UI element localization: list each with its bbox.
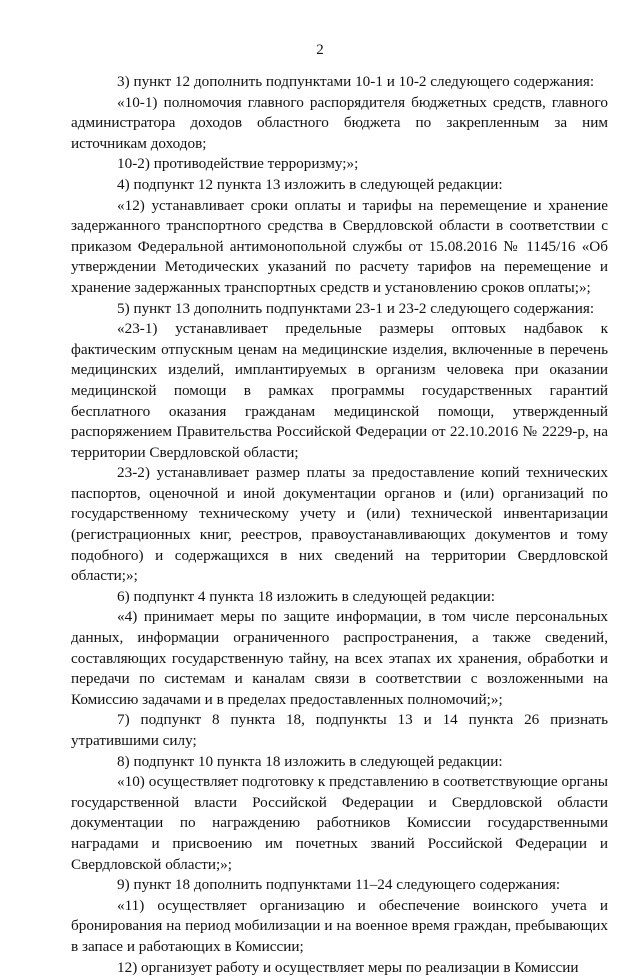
paragraph-7: «23-1) устанавливает предельные размеры оптовых надбавок к фактическим отпускным ценам на медицинские изделия, включенные в перечень медицинских изделий, имплантируемых в организм человека при оказании медицинской помощи в рамках программы государственных гарантий бесплатного оказания гражданам медицинской помощи, утвержденный распоряжением Правительства Российской Федерации от 22.10.2016 № 2229-р, на территории Свердловской области; xyxy=(71,320,608,461)
paragraph-10: «4) принимает меры по защите информации, в том числе персональных данных, информации ограниченного распространения, а также сведений, составляющих государственную тайну, на всех этапах их хранения, обработки и передачи по системам и каналам связи в соответствии с возложенными на Комиссию задачами и в пределах предоставленных полномочий;»; xyxy=(71,608,608,708)
page-number: 2 xyxy=(316,42,324,58)
paragraph-5: «12) устанавливает сроки оплаты и тарифы на перемещение и хранение задержанного транспортного средства в Свердловской области в соответствии с приказом Федеральной антимонопольной службы от 15.08.2016 № 1145/16 «Об утверждении Методических указаний по расчету тарифов на перемещение и хранение задержанных транспортных средств и установлению сроков оплаты;»; xyxy=(71,196,608,296)
paragraph-16: 12) организует работу и осуществляет меры по реализации в Комиссии xyxy=(117,958,579,976)
paragraph-12: 8) подпункт 10 пункта 18 изложить в следующей редакции: xyxy=(117,752,503,770)
paragraph-3: 10-2) противодействие терроризму;»; xyxy=(117,155,359,173)
paragraph-6: 5) пункт 13 дополнить подпунктами 23-1 и 23-2 следующего содержания: xyxy=(117,299,595,317)
paragraph-15: «11) осуществляет организацию и обеспечение воинского учета и бронирования на период мобилизации и на военное время граждан, пребывающих в запасе и работающих в Комиссии; xyxy=(71,896,608,955)
paragraph-14: 9) пункт 18 дополнить подпунктами 11–24 следующего содержания: xyxy=(117,876,561,894)
paragraph-13: «10) осуществляет подготовку к представлению в соответствующие органы государственной власти Российской Федерации и Свердловской области документации по награждению работников Комиссии государственными наградами и присвоению им почетных званий Российской Федерации и Свердловской области;»; xyxy=(71,773,608,873)
paragraph-1: 3) пункт 12 дополнить подпунктами 10-1 и 10-2 следующего содержания: xyxy=(117,73,595,90)
paragraph-9: 6) подпункт 4 пункта 18 изложить в следующей редакции: xyxy=(117,587,496,605)
paragraph-8: 23-2) устанавливает размер платы за предоставление копий технических паспортов, оценочной и иной документации органов и (или) организаций по государственному техническому учету и (или) технической инвентаризации (регистрационных книг, реестров, правоустанавливающих документов и тому подобного) и содержащихся в них сведений на территории Свердловской области;»; xyxy=(71,464,608,585)
paragraph-2: «10-1) полномочия главного распорядителя бюджетных средств, главного администратора доходов областного бюджета по закрепленным за ним источникам доходов; xyxy=(71,93,608,152)
paragraph-4: 4) подпункт 12 пункта 13 изложить в следующей редакции: xyxy=(117,175,503,193)
document-body xyxy=(71,72,608,978)
paragraph-11: 7) подпункт 8 пункта 18, подпункты 13 и 14 пункта 26 признать утратившими силу; xyxy=(71,711,608,749)
